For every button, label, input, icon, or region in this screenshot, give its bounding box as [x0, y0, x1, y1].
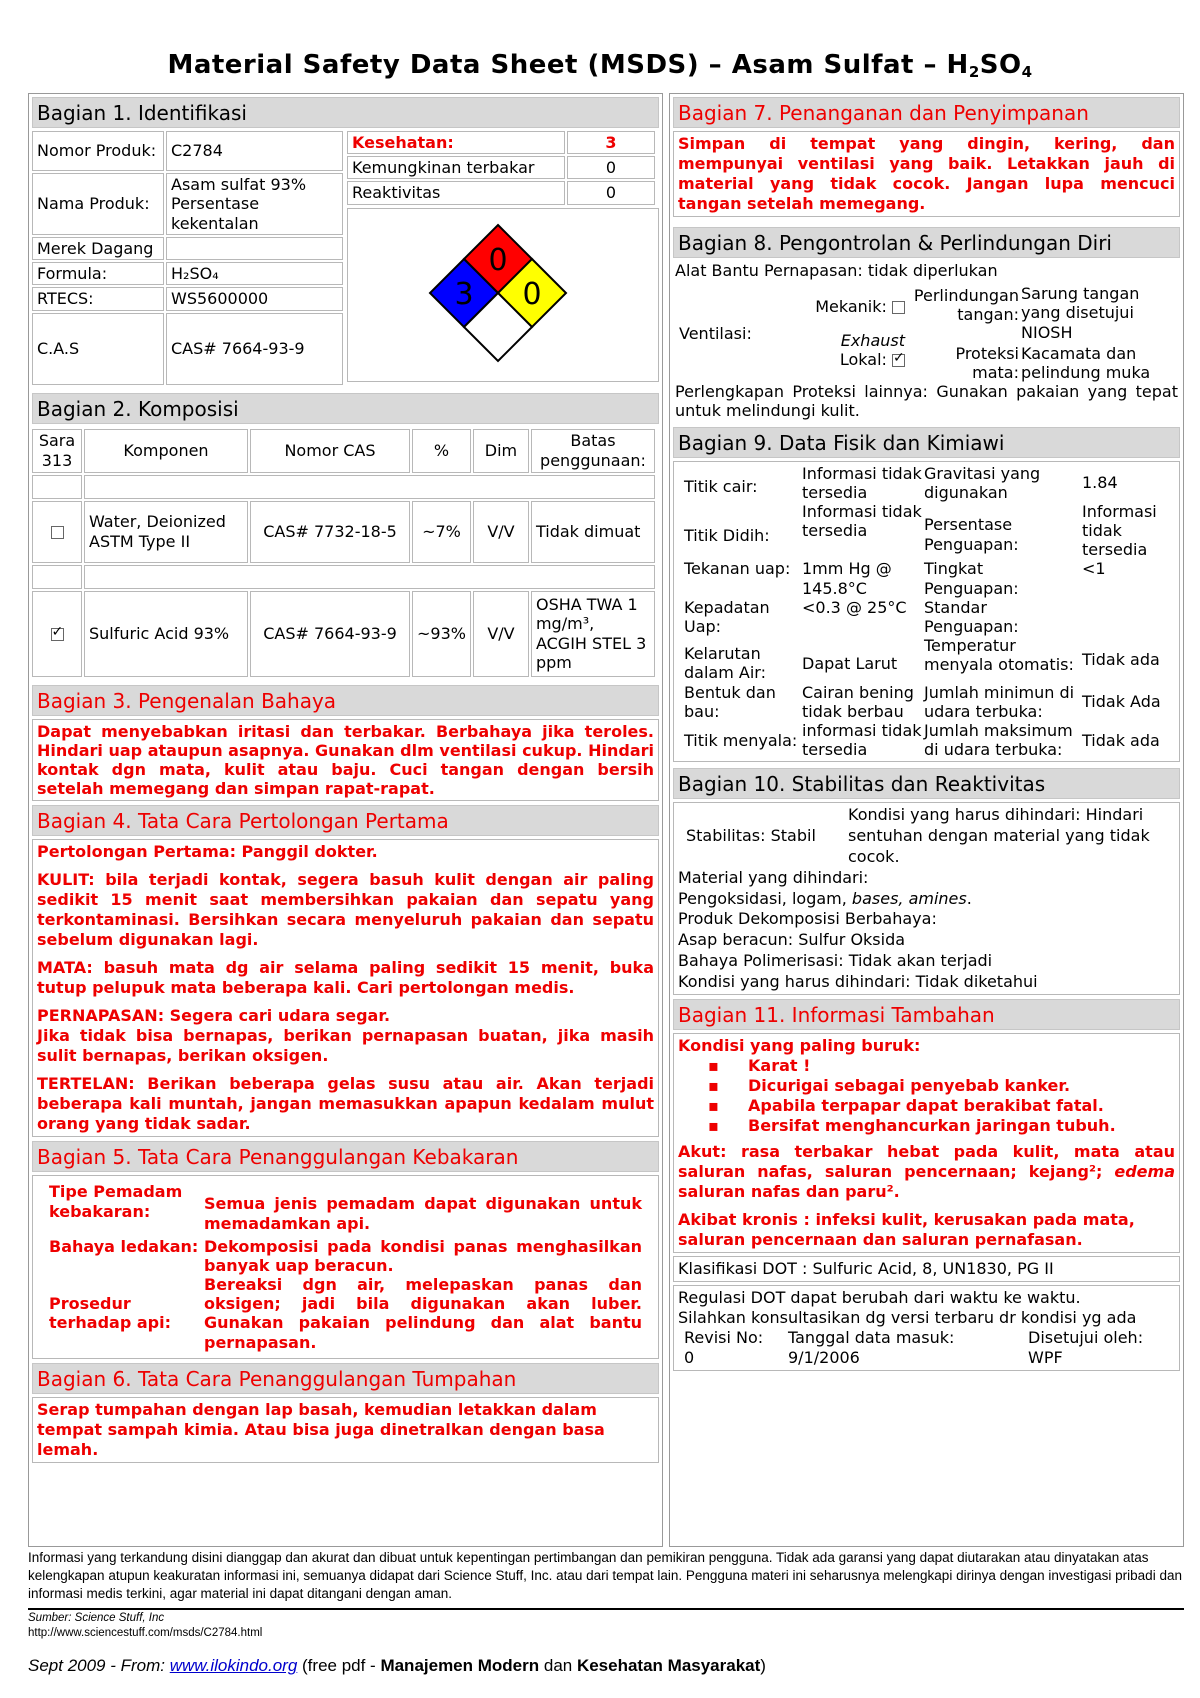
id-value: CAS# 7664-93-9: [166, 313, 343, 385]
fire-label: Tipe Pemadam kebakaran:: [49, 1182, 183, 1221]
hazard-reactivity-value: 0: [567, 181, 655, 204]
spacer-cell: [84, 565, 655, 589]
phys-value: Tidak ada: [1082, 649, 1160, 669]
chronic-effects: Akibat kronis : infeksi kulit, kerusakan pada mata, saluran pencernaan dan saluran pernafasan.: [678, 1210, 1135, 1250]
id-value: WS5600000: [166, 287, 343, 310]
sara-checkbox-cell: [32, 501, 82, 563]
additional-info-box: [673, 1033, 1180, 1253]
id-label: Nomor Produk:: [32, 131, 164, 171]
phys-label: Jumlah maksimum di udara terbuka:: [924, 720, 1073, 760]
dot-classification: Klasifikasi DOT : Sulfuric Acid, 8, UN1830, PG II: [673, 1256, 1180, 1281]
list-item: ▪ Apabila terpapar dapat berakibat fatal.: [708, 1096, 1175, 1116]
fire-label: Prosedur terhadap api:: [49, 1294, 171, 1333]
col-header: Nomor CAS: [250, 429, 410, 473]
col-header: Komponen: [84, 429, 248, 473]
id-label: RTECS:: [32, 287, 164, 310]
regulation-line-2: Silahkan konsultasikan dg versi terbaru dr kondisi yg ada: [678, 1307, 1137, 1327]
exhaust-label: Exhaust: [840, 330, 905, 350]
id-value: C2784: [166, 131, 343, 171]
id-label: Nama Produk:: [32, 173, 164, 235]
composition-table: [30, 427, 657, 679]
phys-label: Temperatur menyala otomatis:: [924, 636, 1074, 675]
first-aid-general: Pertolongan Pertama: Panggil dokter.: [37, 842, 378, 862]
fire-value: Bereaksi dgn air, melepaskan panas dan oksigen; jadi bila digunakan akan luber. Gunakan pakaian pelindung dan alat bantu pernapasan.: [204, 1275, 642, 1352]
hazard-health-value: 3: [567, 131, 655, 154]
phys-value: 1.84: [1082, 473, 1118, 493]
section-8: [673, 227, 1180, 421]
first-aid-eyes: MATA: basuh mata dg air selama paling sedikit 15 menit, buka tutup pelupuk mata beberapa kali. Cari pertolongan medis.: [37, 958, 654, 998]
date-label: Tanggal data masuk:: [788, 1327, 955, 1347]
nfpa-diamond-box: [347, 208, 659, 382]
disclaimer: Informasi yang terkandung disini dianggap dan akurat dan dibuat untuk kepentingan pertimbangan dan pemikiran pengguna. Tidak ada garansi yang dapat diutarakan atau dinyatakan atas kelengkapan atupun keakuratan informasi ini, semuanya didapat dari Science Stuff, Inc. atau dari tempat lain. Pengguna materi ini seharusnya melengkapi dirinya dengan investigasi pribadi dan informasi medis terkini, agar material ini dapat ditangani dengan aman.: [28, 1550, 1182, 1602]
phys-value: Tidak ada: [1082, 730, 1160, 750]
breathing-aid: Alat Bantu Pernapasan: tidak diperlukan: [675, 261, 998, 280]
material-avoid: Pengoksidasi, logam, bases, amines.: [678, 888, 972, 908]
phys-value: [1078, 598, 1169, 636]
phys-value: Informasi tidak tersedia: [802, 463, 922, 502]
section-7-header: Bagian 7. Penanganan dan Penyimpanan: [673, 97, 1180, 128]
fire-box: [32, 1175, 659, 1359]
dim: V/V: [473, 501, 529, 563]
phys-label: Tekanan uap:: [684, 559, 791, 579]
regulation-box: [673, 1285, 1180, 1371]
physical-data-grid: [684, 464, 1169, 760]
table-row: [32, 501, 655, 563]
left-column: [28, 93, 663, 1547]
section-1: [32, 97, 659, 385]
section-10: [673, 768, 1180, 995]
ventilation-label: Ventilasi:: [679, 323, 752, 343]
phys-label: Bentuk dan bau:: [684, 682, 776, 721]
spacer-cell: [84, 475, 655, 499]
polymerization: Bahaya Polimerisasi: Tidak akan terjadi: [678, 950, 993, 970]
phys-label: Titik cair:: [684, 477, 758, 497]
section-11: [673, 999, 1180, 1370]
worst-conditions-list: [708, 1056, 1175, 1136]
acute-effects: Akut: rasa terbakar hebat pada kulit, mata atau saluran nafas, saluran pencernaan; kejang²; edema saluran nafas dan paru².: [678, 1142, 1175, 1202]
hazard-flammability-value: 0: [567, 156, 655, 179]
id-label: Merek Dagang: [32, 237, 164, 260]
section-9: [673, 427, 1180, 763]
mechanical-checkbox[interactable]: [892, 301, 905, 314]
date-value: 9/1/2006: [788, 1347, 860, 1367]
local-label: Lokal:: [839, 349, 887, 369]
list-item: ▪ Karat !: [708, 1056, 1175, 1076]
approved-label: Disetujui oleh:: [1028, 1327, 1144, 1347]
decomposition-label: Produk Dekomposisi Berbahaya:: [678, 909, 937, 929]
phys-value: Tidak Ada: [1082, 692, 1161, 712]
first-aid-box: [32, 839, 659, 1137]
section-10-header: Bagian 10. Stabilitas dan Reaktivitas: [673, 768, 1180, 799]
nfpa-yellow-value: 0: [522, 276, 542, 312]
sara-checkbox[interactable]: [51, 628, 64, 641]
regulation-line-1: Regulasi DOT dapat berubah dari waktu ke waktu.: [678, 1287, 1081, 1307]
list-item: ▪ Dicurigai sebagai penyebab kanker.: [708, 1076, 1175, 1096]
col-header: Sara 313: [32, 429, 82, 473]
phys-label: Gravitasi yang digunakan: [924, 463, 1041, 502]
section-1-header: Bagian 1. Identifikasi: [32, 97, 659, 128]
hazard-flammability-label: Kemungkinan terbakar: [347, 156, 565, 179]
section-2: [32, 393, 659, 679]
section-8-header: Bagian 8. Pengontrolan & Perlindungan Diri: [673, 227, 1180, 258]
nfpa-blue-value: 3: [454, 276, 474, 312]
cas-number: CAS# 7732-18-5: [250, 501, 410, 563]
section-5: [32, 1141, 659, 1359]
fire-value: Dekomposisi pada kondisi panas menghasilkan banyak uap beracun.: [204, 1236, 642, 1275]
id-value: Asam sulfat 93% Persentase kekentalan: [166, 173, 343, 235]
local-exhaust-checkbox[interactable]: [892, 354, 905, 367]
section-4-header: Bagian 4. Tata Cara Pertolongan Pertama: [32, 805, 659, 836]
section-5-header: Bagian 5. Tata Cara Penanggulangan Kebakaran: [32, 1141, 659, 1172]
component-name: Water, Deionized ASTM Type II: [84, 501, 248, 563]
fire-label: Bahaya ledakan:: [49, 1236, 199, 1256]
hazard-table: [345, 129, 657, 207]
eye-protection-value: Kacamata dan pelindung muka: [1021, 343, 1151, 382]
first-aid-breathing-b: Jika tidak bisa bernapas, berikan pernapasan buatan, jika masih sulit bernapas, berikan oksigen.: [37, 1026, 654, 1066]
section-6: [32, 1363, 659, 1463]
col-header: Dim: [473, 429, 529, 473]
section-3-header: Bagian 3. Pengenalan Bahaya: [32, 685, 659, 716]
list-item: ▪ Bersifat menghancurkan jaringan tubuh.: [708, 1116, 1175, 1136]
nfpa-diamond-icon: [428, 223, 568, 363]
physical-data-box: [673, 461, 1180, 763]
fire-value: Semua jenis pemadam dapat digunakan untuk memadamkan api.: [204, 1194, 642, 1233]
ilokindo-link[interactable]: www.ilokindo.org: [169, 1656, 298, 1675]
material-label: Material yang dihindari:: [678, 867, 869, 887]
first-aid-swallowed: TERTELAN: Berikan beberapa gelas susu atau air. Akan terjadi beberapa kali muntah, jangan memasukkan apapun kedalam mulut orang yang tidak sadar.: [37, 1074, 654, 1134]
sara-checkbox-cell: [32, 591, 82, 677]
section-6-header: Bagian 6. Tata Cara Penanggulangan Tumpahan: [32, 1363, 659, 1394]
source-url[interactable]: http://www.sciencestuff.com/msds/C2784.html: [28, 1627, 263, 1639]
credit-line: Sept 2009 - From: www.ilokindo.org (free pdf - Manajemen Modern dan Kesehatan Masyarakat): [28, 1656, 766, 1675]
worst-conditions-label: Kondisi yang paling buruk:: [678, 1036, 921, 1056]
nfpa-red-value: 0: [488, 242, 508, 278]
section-3: [32, 685, 659, 802]
usage-limit: Tidak dimuat: [531, 501, 655, 563]
table-row: [32, 591, 655, 677]
col-header: %: [412, 429, 471, 473]
section-2-header: Bagian 2. Komposisi: [32, 393, 659, 424]
section-9-header: Bagian 9. Data Fisik dan Kimiawi: [673, 427, 1180, 458]
conditions-to-avoid: Kondisi yang harus dihindari: Hindari sentuhan dengan material yang tidak cocok.: [848, 805, 1150, 866]
hazard-reactivity-label: Reaktivitas: [347, 181, 565, 204]
hand-protection-label: Perlindungan tangan:: [913, 286, 1019, 325]
phys-label: Titik menyala:: [684, 730, 798, 750]
stability-value: Stabilitas: Stabil: [686, 826, 816, 846]
phys-value: Dapat Larut: [802, 653, 898, 673]
first-aid-breathing-a: PERNAPASAN: Segera cari udara segar.: [37, 1006, 391, 1026]
phys-value: <1: [1082, 559, 1106, 579]
col-header: Batas penggunaan:: [531, 429, 655, 473]
protection-box: [673, 261, 1180, 421]
section-7: [673, 97, 1180, 217]
divider: [28, 1608, 1184, 1610]
section-4: [32, 805, 659, 1137]
id-value: [166, 237, 343, 260]
revision-value: 0: [684, 1347, 695, 1367]
phys-label: Standar Penguapan:: [924, 597, 1019, 636]
percent: ~7%: [412, 501, 471, 563]
phys-value: Cairan bening tidak berbau: [802, 682, 914, 721]
percent: ~93%: [412, 591, 471, 677]
spacer-cell: [32, 565, 82, 589]
hazard-health-label: Kesehatan:: [347, 131, 565, 154]
identification-table: [30, 129, 345, 387]
phys-label: Jumlah minimun di udara terbuka:: [924, 682, 1075, 721]
hand-protection-value: Sarung tangan yang disetujui NIOSH: [1021, 284, 1140, 342]
storage-text: Simpan di tempat yang dingin, kering, dan mempunyai ventilasi yang baik. Letakkan jauh di material yang tidak cocok. Jangan lupa mencuci tangan setelah memegang.: [673, 131, 1180, 217]
dim: V/V: [473, 591, 529, 677]
phys-value: Informasi tidak tersedia: [802, 501, 922, 541]
phys-label: Persentase Penguapan:: [924, 515, 1019, 554]
phys-value: Informasi tidak tersedia: [1082, 501, 1157, 560]
toxic-fumes: Asap beracun: Sulfur Oksida: [678, 930, 906, 950]
spill-text: Serap tumpahan dengan lap basah, kemudian letakkan dalam tempat sampah kimia. Atau bisa juga dinetralkan dengan basa lemah.: [32, 1397, 659, 1463]
first-aid-skin: KULIT: bila terjadi kontak, segera basuh kulit dengan air paling sedikit 15 menit saat membersihkan pakaian dan sepatu yang terkontaminasi. Bersihkan secara menyeluruh pakaian dan sepatu sebelum digunakan lagi.: [37, 870, 654, 950]
right-column: [669, 93, 1184, 1547]
revision-label: Revisi No:: [684, 1327, 764, 1347]
id-value: H₂SO₄: [166, 262, 343, 285]
component-name: Sulfuric Acid 93%: [84, 591, 248, 677]
usage-limit: OSHA TWA 1 mg/m³, ACGIH STEL 3 ppm: [531, 591, 655, 677]
phys-value: <0.3 @ 25°C: [802, 597, 907, 617]
source-label: Sumber: Science Stuff, Inc: [28, 1612, 165, 1624]
hazard-text: Dapat menyebabkan iritasi dan terbakar. Berbahaya jika teroles. Hindari uap ataupun asapnya. Gunakan dlm ventilasi cukup. Hindari kontak dgn mata, kulit atau baju. Cuci tangan dengan bersih setelah memegang dan simpan rapat-rapat.: [32, 719, 659, 802]
id-label: C.A.S: [32, 313, 164, 385]
phys-label: Tingkat Penguapan:: [924, 559, 1019, 598]
phys-label: Kepadatan Uap:: [684, 597, 770, 636]
phys-label: Kelarutan dalam Air:: [684, 644, 766, 683]
phys-value: informasi tidak tersedia: [802, 720, 922, 760]
page-title: Material Safety Data Sheet (MSDS) – Asam Sulfat – $H_2SO_4$: [167, 50, 1033, 81]
sara-checkbox[interactable]: [51, 526, 64, 539]
other-protection: Perlengkapan Proteksi lainnya: Gunakan pakaian yang tepat untuk melindungi kulit.: [675, 382, 1178, 421]
id-label: Formula:: [32, 262, 164, 285]
stability-box: [673, 802, 1180, 995]
approved-value: WPF: [1028, 1347, 1063, 1367]
eye-protection-label: Proteksi mata:: [955, 343, 1019, 382]
conditions-unknown: Kondisi yang harus dihindari: Tidak diketahui: [678, 971, 1038, 991]
phys-label: Titik Didih:: [684, 526, 770, 546]
mechanical-label: Mekanik:: [815, 297, 887, 317]
cas-number: CAS# 7664-93-9: [250, 591, 410, 677]
section-11-header: Bagian 11. Informasi Tambahan: [673, 999, 1180, 1030]
spacer-cell: [32, 475, 82, 499]
phys-value: 1mm Hg @ 145.8°C: [802, 559, 892, 598]
